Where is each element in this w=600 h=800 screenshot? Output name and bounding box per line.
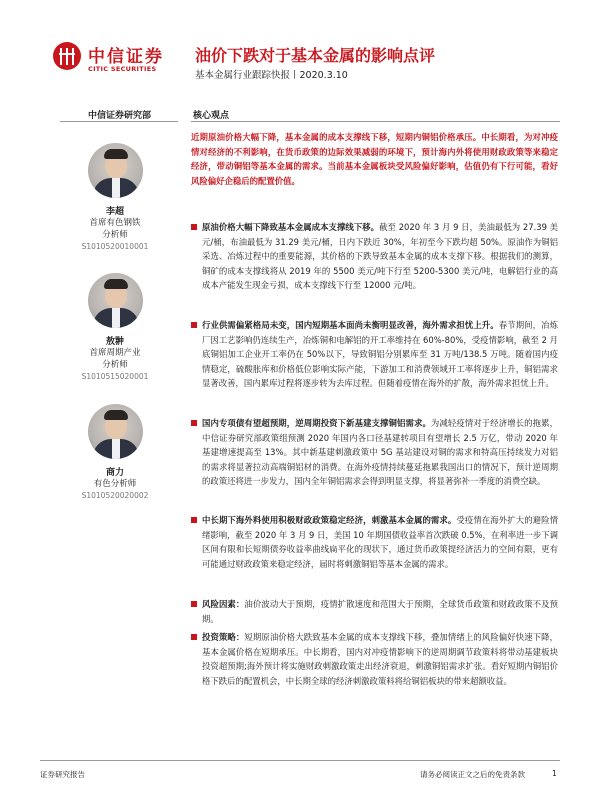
analyst-photo	[88, 143, 143, 198]
summary-paragraph: 近期原油价格大幅下降，基本金属的成本支撑线下移，短期内铜铝价格承压。中长期看，为对冲疫情对经济的不利影响，在货币政策的边际效果减弱的环境下，预计海内外将使用财政政策等来稳定经济，带动铜铝等基本金属的需求。当前基本金属板块受风险偏好影响，估值仍有下行可能，看好风险偏好企稳后的配置价值。	[191, 132, 558, 186]
analyst-license-id: S1010520020002	[81, 491, 149, 500]
analyst-role: 分析师	[102, 230, 128, 240]
research-dept-heading: 中信证券研究部	[88, 111, 152, 121]
bullet-point	[191, 220, 558, 293]
footer-disclaimer-note: 请务必阅读正文之后的免责条款	[420, 770, 525, 779]
analyst-role: 首席有色钢铁	[89, 218, 141, 228]
bullet-lead: 风险因素：	[202, 599, 245, 609]
bullet-square-icon	[191, 601, 197, 607]
bullet-text: 春节期间，冶炼厂因工艺影响仍连续生产，冶炼铜和电解铝的开工率维持在 60%-80%，受疫情影响，截至 2 月底铜铝加工企业开工率仍在 50%以下，导致铜铝分别累库至 31 万吨/138.5 万吨。随着国内疫情稳定，硫酸胀库和价格低位影响实际产能，下游加工和消费领域开工率将逐步上升，铜铝需求显著改善，国内累库过程将逐步转为去库过程。但随着疫情在海外的扩散，海外需求担忧上升。	[202, 320, 559, 389]
analyst-card	[60, 273, 170, 383]
bullet-text: 油价波动大于预期，疫情扩散速度和范围大于预期，全球货币政策和财政政策不及预期。	[202, 599, 559, 624]
bullet-square-icon	[191, 634, 197, 640]
bullet-lead: 国内专项债有望超预期，逆周期投资下新基建支撑铜铝需求。	[202, 418, 431, 428]
analyst-role: 首席周期产业	[89, 348, 141, 358]
bullet-text: 受疫情在海外扩大的避险情绪影响，截至 2020 年 3 月 9 日，美国 10 年期国债收益率首次跌破 0.5%，在利率进一步下调区间有限和长短期债券收益率曲线扁平化的现状下，通过货币政策提经济活力的空间有限，更有可能通过财政政策来稳定经济，届时将刺激铜铝等基本金属的需求。	[202, 515, 558, 569]
bullet-point	[191, 513, 558, 571]
bullet-lead: 行业供需偏紧格局未变，国内短期基本面尚未衡明显改善，海外需求担忧上升。	[202, 320, 499, 330]
analyst-name: 商力	[105, 468, 124, 478]
analyst-role: 有色分析师	[93, 479, 137, 489]
footer-report-type: 证券研究报告	[40, 770, 85, 779]
report-title: 油价下跌对于基本金属的影响点评	[195, 46, 436, 65]
bullet-text: 截至 2020 年 3 月 9 日，美油最低为 27.39 美元/桶，布油最低为 31.29 美元/桶，日内下跌近 30%，年初至今下跌均超 50%。原油作为铜铝采选、冶炼过程中的重要能源，其价格的下跌导致基本金属的成本支撑下移。根据我们的测算，铜矿的成本支撑线将从 2019 年的 5500 美元/吨下行至 5200-5300 美元/吨，电解铝行业的高成本产能发生现金亏损，成本支撑线下行至 12000 元/吨。	[202, 222, 558, 291]
analyst-photo	[88, 404, 143, 459]
bullet-square-icon	[191, 420, 197, 426]
bullet-square-icon	[191, 322, 197, 328]
analyst-license-id: S1010520010001	[81, 242, 149, 251]
right-column-divider	[191, 121, 560, 122]
footer-page-number: 1	[552, 769, 557, 778]
footer-divider	[40, 760, 560, 761]
analyst-role: 分析师	[102, 360, 128, 370]
logo-chinese-name: 中信证券	[88, 47, 164, 67]
core-views-heading: 核心观点	[193, 111, 230, 121]
bullet-point	[191, 630, 558, 688]
logo-english-name: CITIC SECURITIES	[88, 65, 157, 73]
bullet-square-icon	[191, 517, 197, 523]
analyst-photo	[88, 273, 143, 328]
bullet-lead: 投资策略：	[202, 632, 245, 642]
analyst-license-id: S1010515020001	[81, 372, 149, 381]
report-subtitle: 基本金属行业跟踪快报丨2020.3.10	[195, 70, 348, 81]
analyst-card	[60, 143, 170, 253]
bullet-point	[191, 318, 558, 391]
analyst-card	[60, 404, 170, 502]
bullet-lead: 中长期下海外料使用积极财政政策稳定经济，刺激基本金属的需求。	[202, 515, 457, 525]
bullet-square-icon	[191, 224, 197, 230]
bullet-text: 为减轻疫情对于经济增长的拖累，中信证券研究部政策组预测 2020 年国内各口径基建转项目有望增长 2.5 万亿，带动 2020 年基建增速提高至 13%。其中新基建刺激政策中 5G 基站建设对铜的需求和特高压持续发力对铝的需求将显著拉动高端铜铝材的消费。在海外疫情持续蔓延拖累我国出口的情况下，预计逆周期的政策还将进一步发力，国内全年铜铝需求会得到明显支撑，将显著弥补一季度的消费空缺。	[202, 418, 558, 487]
bullet-text: 短期原油价格大跌致基本金属的成本支撑线下移，叠加情绪上的风险偏好快速下降，基本金属价格在短期承压。中长期看，国内对冲疫情影响下的逆周期调节政策料将带动基建板块投资超预期;海外预计将实施财政刺激政策走出经济衰退，刺激铜铝需求扩张。看好短期内铜铝价格下跌后的配置机会，中长期全球的经济刺激政策料将给铜铝板块的带来超额收益。	[202, 632, 559, 686]
left-column-divider	[60, 121, 178, 122]
bullet-point	[191, 416, 558, 489]
bullet-point	[191, 597, 558, 626]
report-header	[0, 0, 600, 92]
analyst-name: 李超	[105, 207, 124, 217]
citic-logo-icon	[53, 42, 81, 70]
bullet-lead: 原油价格大幅下降致基本金属成本支撑线下移。	[202, 222, 380, 232]
analyst-name: 敖翀	[105, 337, 124, 347]
